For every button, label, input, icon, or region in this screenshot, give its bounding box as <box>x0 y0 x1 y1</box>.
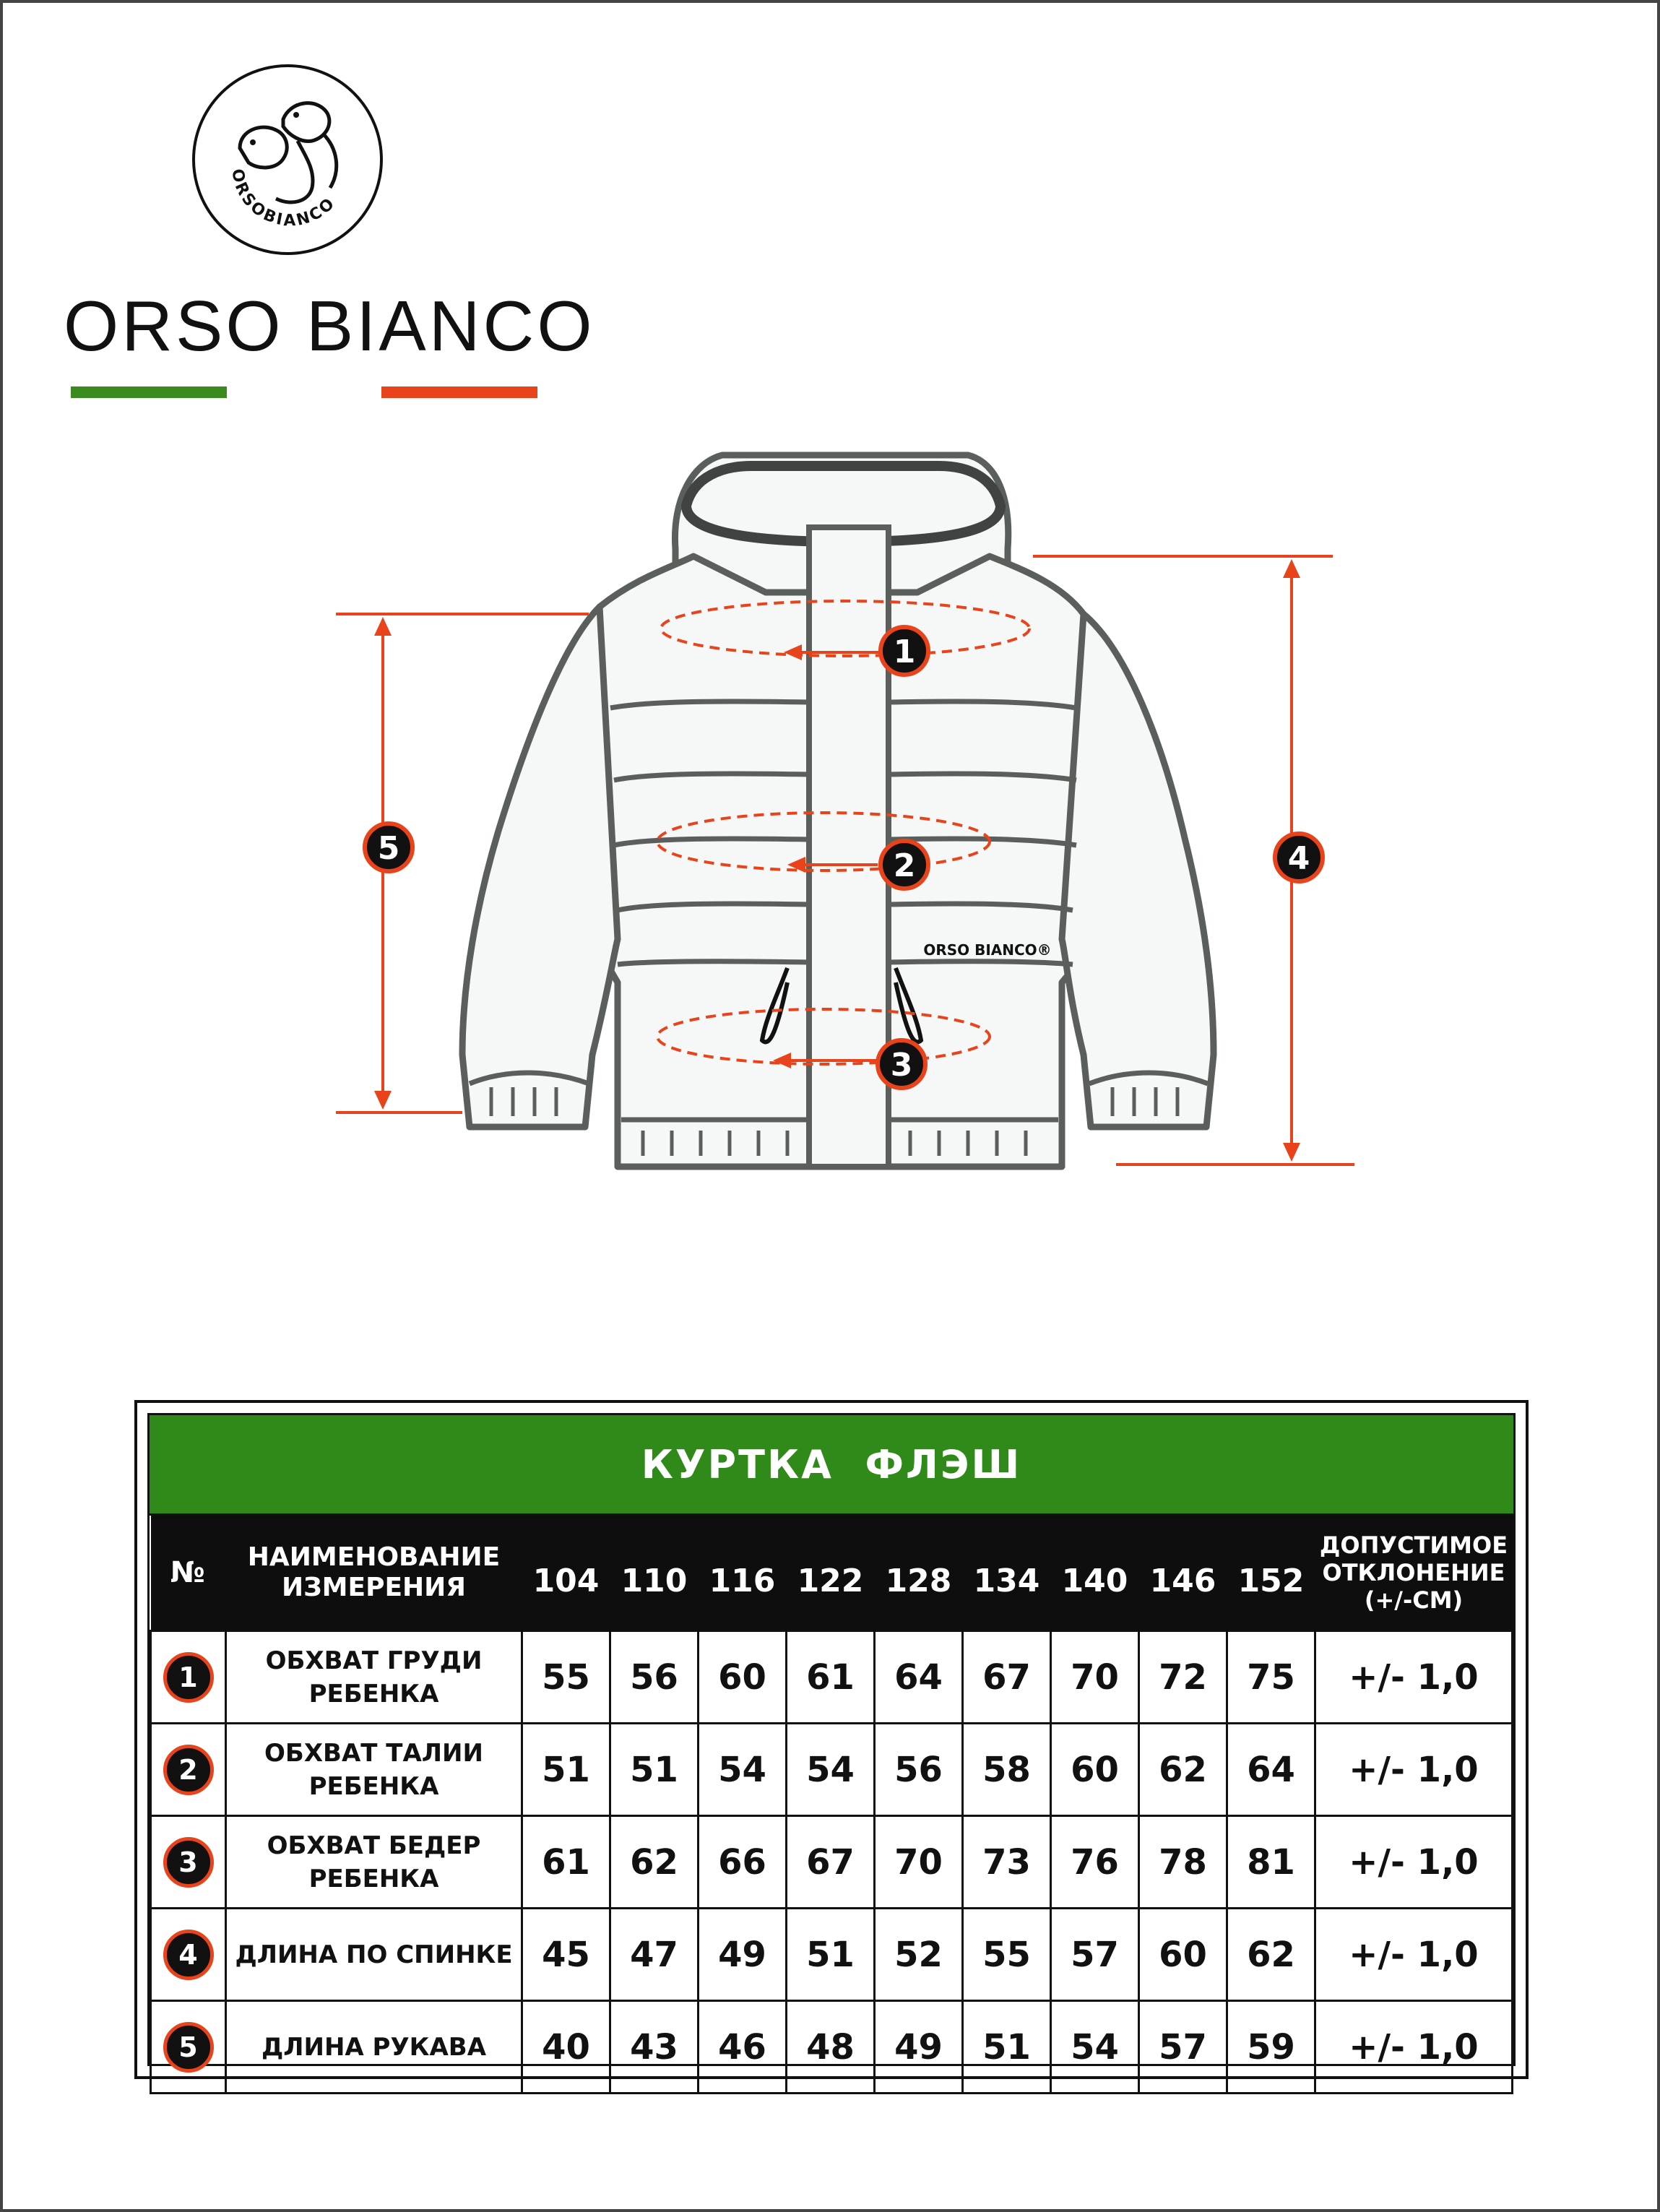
measurement-value: 61 <box>522 1816 610 1909</box>
row-badge: 2 <box>163 1745 214 1795</box>
measurement-value: 70 <box>1051 1631 1139 1724</box>
header-size: 128 <box>875 1516 963 1631</box>
measurement-value: 45 <box>522 1909 610 2001</box>
table-title-bar <box>150 1415 1513 1516</box>
measurement-value: 67 <box>963 1631 1051 1724</box>
size-table <box>147 1413 1516 2066</box>
measurement-value: 72 <box>1139 1631 1227 1724</box>
row-badge: 3 <box>163 1837 214 1888</box>
table-row <box>151 2001 1513 2094</box>
measurement-value: 54 <box>787 1724 875 1816</box>
tolerance-value: +/- 1,0 <box>1315 2001 1513 2094</box>
table-row <box>151 1909 1513 2001</box>
header-tolerance: ДОПУСТИМОЕ ОТКЛОНЕНИЕ (+/-СМ) <box>1315 1516 1513 1631</box>
marker-2 <box>881 841 928 889</box>
measurement-value: 47 <box>610 1909 699 2001</box>
measurement-name: ОБХВАТ ТАЛИИ РЕБЕНКА <box>226 1724 522 1816</box>
measurement-value: 51 <box>787 1909 875 2001</box>
measurement-value: 78 <box>1139 1816 1227 1909</box>
measurement-value: 76 <box>1051 1816 1139 1909</box>
header-size: 140 <box>1051 1516 1139 1631</box>
measurement-value: 51 <box>522 1724 610 1816</box>
size-table-frame <box>134 1400 1529 2079</box>
marker-5 <box>365 824 412 871</box>
measurement-value: 57 <box>1051 1909 1139 2001</box>
measurement-value: 51 <box>963 2001 1051 2094</box>
measurement-name: ОБХВАТ БЕДЕР РЕБЕНКА <box>226 1816 522 1909</box>
red-stripe <box>381 386 537 398</box>
row-badge: 4 <box>163 1930 214 1980</box>
header-size: 152 <box>1227 1516 1315 1631</box>
svg-text:2: 2 <box>893 847 916 884</box>
measurement-value: 67 <box>787 1816 875 1909</box>
measurement-value: 62 <box>610 1816 699 1909</box>
row-badge: 1 <box>163 1652 214 1703</box>
svg-text:1: 1 <box>893 634 916 670</box>
measurement-name: ДЛИНА РУКАВА <box>226 2001 522 2094</box>
svg-text:ORSOBIANCO <box>228 168 340 230</box>
measurement-value: 61 <box>787 1631 875 1724</box>
header-row <box>151 1516 1513 1631</box>
measurement-value: 49 <box>875 2001 963 2094</box>
measurement-value: 59 <box>1227 2001 1315 2094</box>
header-size: 104 <box>522 1516 610 1631</box>
svg-text:5: 5 <box>377 830 400 867</box>
measurement-value: 43 <box>610 2001 699 2094</box>
header-size: 116 <box>699 1516 787 1631</box>
measurement-value: 49 <box>699 1909 787 2001</box>
tolerance-value: +/- 1,0 <box>1315 1909 1513 2001</box>
jacket-diagram <box>0 433 1660 1228</box>
measurement-value: 46 <box>699 2001 787 2094</box>
measurement-value: 66 <box>699 1816 787 1909</box>
tolerance-value: +/- 1,0 <box>1315 1631 1513 1724</box>
header-num: № <box>151 1516 226 1631</box>
row-number-badge <box>151 2001 226 2094</box>
measurement-value: 56 <box>610 1631 699 1724</box>
measurement-value: 48 <box>787 2001 875 2094</box>
row-number-badge <box>151 1724 226 1816</box>
measurement-value: 60 <box>699 1631 787 1724</box>
svg-text:4: 4 <box>1287 840 1310 877</box>
measurement-value: 58 <box>963 1724 1051 1816</box>
header-size: 110 <box>610 1516 699 1631</box>
header-name: НАИМЕНОВАНИЕ ИЗМЕРЕНИЯ <box>226 1516 522 1631</box>
measurement-name: ОБХВАТ ГРУДИ РЕБЕНКА <box>226 1631 522 1724</box>
measurement-value: 56 <box>875 1724 963 1816</box>
brand-seal-logo <box>189 61 386 258</box>
green-stripe <box>71 386 227 398</box>
table-title: КУРТКА ФЛЭШ <box>641 1441 1022 1487</box>
measurement-value: 54 <box>699 1724 787 1816</box>
measurement-value: 55 <box>522 1631 610 1724</box>
measurement-value: 70 <box>875 1816 963 1909</box>
measurement-value: 55 <box>963 1909 1051 2001</box>
measurement-value: 60 <box>1139 1909 1227 2001</box>
measurement-value: 60 <box>1051 1724 1139 1816</box>
measurement-value: 40 <box>522 2001 610 2094</box>
measurement-value: 51 <box>610 1724 699 1816</box>
tolerance-value: +/- 1,0 <box>1315 1724 1513 1816</box>
svg-text:3: 3 <box>890 1047 913 1084</box>
measurement-value: 62 <box>1139 1724 1227 1816</box>
measurement-value: 57 <box>1139 2001 1227 2094</box>
measurement-value: 75 <box>1227 1631 1315 1724</box>
row-number-badge <box>151 1909 226 2001</box>
measurement-value: 81 <box>1227 1816 1315 1909</box>
header-size: 122 <box>787 1516 875 1631</box>
seal-text: ORSOBIANCO <box>228 167 340 230</box>
header-size: 134 <box>963 1516 1051 1631</box>
table-row <box>151 1631 1513 1724</box>
marker-1 <box>881 627 928 675</box>
size-grid <box>150 1516 1513 2094</box>
measurement-value: 54 <box>1051 2001 1139 2094</box>
tolerance-value: +/- 1,0 <box>1315 1816 1513 1909</box>
measurement-value: 62 <box>1227 1909 1315 2001</box>
measurement-value: 64 <box>1227 1724 1315 1816</box>
header-size: 146 <box>1139 1516 1227 1631</box>
marker-4 <box>1275 834 1323 881</box>
row-badge: 5 <box>163 2022 214 2073</box>
measurement-value: 52 <box>875 1909 963 2001</box>
table-row <box>151 1816 1513 1909</box>
marker-3 <box>878 1040 925 1088</box>
brand-name: ORSO BIANCO <box>64 286 595 366</box>
garment-label: ORSO BIANCO® <box>923 941 1052 959</box>
measurement-value: 73 <box>963 1816 1051 1909</box>
row-number-badge <box>151 1631 226 1724</box>
table-row <box>151 1724 1513 1816</box>
measurement-value: 64 <box>875 1631 963 1724</box>
row-number-badge <box>151 1816 226 1909</box>
measurement-name: ДЛИНА ПО СПИНКЕ <box>226 1909 522 2001</box>
